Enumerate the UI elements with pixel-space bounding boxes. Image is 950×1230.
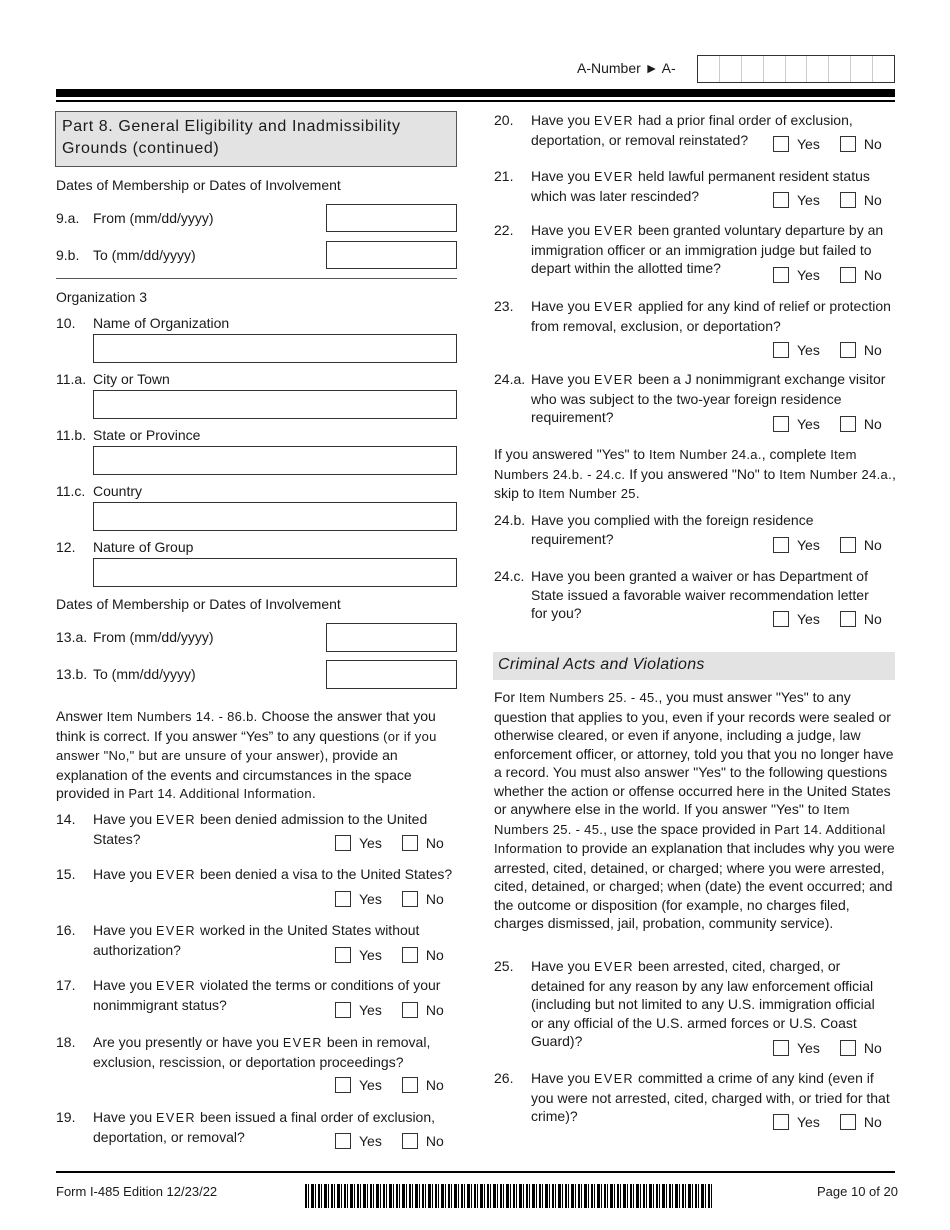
dates-heading-2: Dates of Membership or Dates of Involvement xyxy=(56,596,341,612)
footer-rule xyxy=(56,1171,895,1173)
f13b-num: 13.b. xyxy=(56,666,88,682)
instr-text: . xyxy=(311,785,316,801)
q18-answer xyxy=(335,1075,444,1094)
no-label: No xyxy=(863,192,882,209)
criminal-acts-heading: Criminal Acts and Violations xyxy=(493,652,895,680)
yes-label: Yes xyxy=(359,1077,382,1094)
q24a-answer xyxy=(773,414,882,433)
q16-num: 16. xyxy=(56,922,76,938)
yes-label: Yes xyxy=(797,136,820,153)
q19-answer xyxy=(335,1131,444,1150)
q18-text: Are you presently or have you EVER been in removal, exclusion, rescission, or deportation proceedings? xyxy=(93,1034,431,1070)
a-number-label: A-Number ► A- xyxy=(577,60,676,76)
q25-yes-checkbox[interactable] xyxy=(773,1040,789,1056)
q14-answer xyxy=(335,833,444,852)
q24c-yes-checkbox[interactable] xyxy=(773,611,789,627)
f9a-label: From (mm/dd/yyyy) xyxy=(93,210,214,226)
yes-label: Yes xyxy=(359,1002,382,1019)
q19-text: Have you EVER been issued a final order of exclusion, deportation, or removal? xyxy=(93,1109,436,1145)
barcode xyxy=(305,1184,713,1208)
yes-label: Yes xyxy=(797,342,820,359)
q24b-num: 24.b. xyxy=(494,512,526,528)
country-input[interactable] xyxy=(93,502,457,531)
q20-text: Have you EVER had a prior final order of exclusion, deportation, or removal reinstated? xyxy=(531,112,853,148)
q17-answer xyxy=(335,1000,444,1019)
f10-label: Name of Organization xyxy=(93,315,230,331)
q20-num: 20. xyxy=(494,112,514,128)
f11b-label: State or Province xyxy=(93,427,201,443)
form-edition: Form I-485 Edition 12/23/22 xyxy=(56,1184,218,1199)
f10-num: 10. xyxy=(56,315,76,331)
q26-no-checkbox[interactable] xyxy=(840,1114,856,1130)
q15-answer xyxy=(335,889,444,908)
yes-label: Yes xyxy=(797,611,820,628)
q24a-text: Have you EVER been a J nonimmigrant exchange visitor who was subject to the two-year foreign residence requirement? xyxy=(531,371,886,425)
q24c-answer xyxy=(773,609,882,628)
f11a-num: 11.a. xyxy=(56,371,87,387)
q24a-num: 24.a. xyxy=(494,371,526,387)
q17-yes-checkbox[interactable] xyxy=(335,1002,351,1018)
f13a-num: 13.a. xyxy=(56,629,88,645)
state-input[interactable] xyxy=(93,446,457,475)
q14-yes-checkbox[interactable] xyxy=(335,835,351,851)
q18-no-checkbox[interactable] xyxy=(402,1077,418,1093)
f11c-num: 11.c. xyxy=(56,483,86,499)
divider xyxy=(56,278,457,279)
q17-text: Have you EVER violated the terms or conditions of your nonimmigrant status? xyxy=(93,977,441,1013)
q17-num: 17. xyxy=(56,977,76,993)
org-name-input[interactable] xyxy=(93,334,457,363)
q15-num: 15. xyxy=(56,866,76,882)
no-label: No xyxy=(425,891,444,908)
q23-yes-checkbox[interactable] xyxy=(773,342,789,358)
q15-text: Have you EVER been denied a visa to the United States? xyxy=(93,866,453,882)
no-label: No xyxy=(863,136,882,153)
q24b-no-checkbox[interactable] xyxy=(840,537,856,553)
q19-yes-checkbox[interactable] xyxy=(335,1133,351,1149)
no-label: No xyxy=(425,835,444,852)
yes-label: Yes xyxy=(797,267,820,284)
q24b-text: Have you complied with the foreign residence requirement? xyxy=(531,512,814,547)
to-date-input-2[interactable] xyxy=(326,660,457,689)
q17-no-checkbox[interactable] xyxy=(402,1002,418,1018)
no-label: No xyxy=(425,1002,444,1019)
f12-num: 12. xyxy=(56,539,76,555)
q25-num: 25. xyxy=(494,958,514,974)
dates-heading-1: Dates of Membership or Dates of Involvement xyxy=(56,177,341,193)
q18-num: 18. xyxy=(56,1034,76,1050)
q24-instructions: If you answered "Yes" to Item Number 24.a., complete Item Numbers 24.b. - 24.c. If you answered "No" to Item Number 24.a., skip to Item Number 25. xyxy=(494,446,896,501)
q25-no-checkbox[interactable] xyxy=(840,1040,856,1056)
q26-num: 26. xyxy=(494,1070,514,1086)
q19-num: 19. xyxy=(56,1109,76,1125)
part-title: Part 8. General Eligibility and Inadmissibility Grounds (continued) xyxy=(62,118,401,157)
q21-answer xyxy=(773,190,882,209)
q21-text: Have you EVER held lawful permanent resident status which was later rescinded? xyxy=(531,168,870,204)
q23-answer xyxy=(773,340,882,359)
q21-yes-checkbox[interactable] xyxy=(773,192,789,208)
instr-text: Choose the answer that you think is correct. If you answer “Yes” to any questions xyxy=(56,708,436,744)
q14-num: 14. xyxy=(56,811,76,827)
q22-answer xyxy=(773,265,882,284)
q24a-yes-checkbox[interactable] xyxy=(773,416,789,432)
q15-yes-checkbox[interactable] xyxy=(335,891,351,907)
f9a-num: 9.a. xyxy=(56,210,80,226)
no-label: No xyxy=(863,611,882,628)
f9b-num: 9.b. xyxy=(56,247,80,263)
q24a-no-checkbox[interactable] xyxy=(840,416,856,432)
q22-num: 22. xyxy=(494,222,514,238)
q23-text: Have you EVER applied for any kind of relief or protection from removal, exclusion, or deportation? xyxy=(531,298,891,334)
q14-no-checkbox[interactable] xyxy=(402,835,418,851)
from-date-input-2[interactable] xyxy=(326,623,457,652)
org3-heading: Organization 3 xyxy=(56,289,148,305)
f13b-label: To (mm/dd/yyyy) xyxy=(93,666,196,682)
yes-label: Yes xyxy=(359,1133,382,1150)
q21-num: 21. xyxy=(494,168,514,184)
q15-no-checkbox[interactable] xyxy=(402,891,418,907)
q22-text: Have you EVER been granted voluntary departure by an immigration officer or an immigration judge but failed to depart within the allotted time? xyxy=(531,222,884,276)
q24c-no-checkbox[interactable] xyxy=(840,611,856,627)
f11c-label: Country xyxy=(93,483,143,499)
instr-item-ref: Item Numbers 14. - 86.b. xyxy=(106,709,258,724)
q24b-answer xyxy=(773,535,882,554)
q16-yes-checkbox[interactable] xyxy=(335,947,351,963)
q26-text: Have you EVER committed a crime of any kind (even if you were not arrested, cited, charged with, or tried for that crime)? xyxy=(531,1070,890,1124)
q26-answer xyxy=(773,1112,882,1131)
answer-instructions xyxy=(56,707,460,804)
f9b-label: To (mm/dd/yyyy) xyxy=(93,247,196,263)
no-label: No xyxy=(425,1133,444,1150)
criminal-instructions: For Item Numbers 25. - 45., you must answer "Yes" to any question that applies to you, even if your records were sealed or otherwise cleared, or even if anyone, including a judge, law enforcement officer, or attorney, told you that you no longer have a record. You must also answer "Yes" to the following questions whether the action or offense occurred here in the United States or anywhere else in the world. If you answer "Yes" to Item Numbers 25. - 45., use the space provided in Part 14. Additional Information to provide an explanation that includes why you were arrested, cited, detained, or charged; where you were arrested, cited, detained, or charged; when (date) the event occurred; and the outcome or disposition (for example, no charges filed, charges dismissed, jail, probation, community service). xyxy=(494,689,895,931)
yes-label: Yes xyxy=(359,947,382,964)
no-label: No xyxy=(863,537,882,554)
nature-of-group-input[interactable] xyxy=(93,558,457,587)
f13a-label: From (mm/dd/yyyy) xyxy=(93,629,214,645)
q23-num: 23. xyxy=(494,298,514,314)
q25-answer xyxy=(773,1038,882,1057)
part-title-box xyxy=(55,111,457,167)
from-date-input-1[interactable] xyxy=(326,204,457,232)
yes-label: Yes xyxy=(359,891,382,908)
q22-no-checkbox[interactable] xyxy=(840,267,856,283)
header-rule-thick xyxy=(56,89,895,97)
yes-label: Yes xyxy=(359,835,382,852)
page-number: Page 10 of 20 xyxy=(817,1184,898,1199)
q18-yes-checkbox[interactable] xyxy=(335,1077,351,1093)
q24b-yes-checkbox[interactable] xyxy=(773,537,789,553)
q24c-num: 24.c. xyxy=(494,568,525,584)
instr-text: Answer xyxy=(56,708,107,724)
no-label: No xyxy=(425,1077,444,1094)
q20-yes-checkbox[interactable] xyxy=(773,136,789,152)
to-date-input-1[interactable] xyxy=(326,241,457,269)
header-rule-thin xyxy=(56,100,895,102)
no-label: No xyxy=(863,1040,882,1057)
q21-no-checkbox[interactable] xyxy=(840,192,856,208)
yes-label: Yes xyxy=(797,1114,820,1131)
city-input[interactable] xyxy=(93,390,457,419)
instr-part-ref: Part 14. Additional Information xyxy=(128,786,312,801)
q19-no-checkbox[interactable] xyxy=(402,1133,418,1149)
q14-text: Have you EVER been denied admission to the United States? xyxy=(93,811,428,847)
no-label: No xyxy=(863,342,882,359)
q20-answer xyxy=(773,134,882,153)
q16-answer xyxy=(335,945,444,964)
f11a-label: City or Town xyxy=(93,371,170,387)
a-number-input[interactable] xyxy=(697,55,895,83)
q24c-text: Have you been granted a waiver or has Department of State issued a favorable waiver recommendation letter for you? xyxy=(531,568,869,621)
q25-text: Have you EVER been arrested, cited, charged, or detained for any reason by any law enforcement official (including but not limited to any U.S. immigration official or any official of the U.S. armed forces or U.S. Coast Guard)? xyxy=(531,958,875,1049)
q22-yes-checkbox[interactable] xyxy=(773,267,789,283)
f11b-num: 11.b. xyxy=(56,427,87,443)
no-label: No xyxy=(863,416,882,433)
q20-no-checkbox[interactable] xyxy=(840,136,856,152)
no-label: No xyxy=(425,947,444,964)
no-label: No xyxy=(863,1114,882,1131)
q26-yes-checkbox[interactable] xyxy=(773,1114,789,1130)
q16-no-checkbox[interactable] xyxy=(402,947,418,963)
yes-label: Yes xyxy=(797,416,820,433)
yes-label: Yes xyxy=(797,537,820,554)
yes-label: Yes xyxy=(797,192,820,209)
instr-note: (or if you answer "No," but are unsure of your answer) xyxy=(56,728,437,763)
f12-label: Nature of Group xyxy=(93,539,194,555)
q16-text: Have you EVER worked in the United States without authorization? xyxy=(93,922,420,958)
instr-text: , provide an explanation of the events and circumstances in the space provided in xyxy=(56,747,412,801)
no-label: No xyxy=(863,267,882,284)
q23-no-checkbox[interactable] xyxy=(840,342,856,358)
yes-label: Yes xyxy=(797,1040,820,1057)
